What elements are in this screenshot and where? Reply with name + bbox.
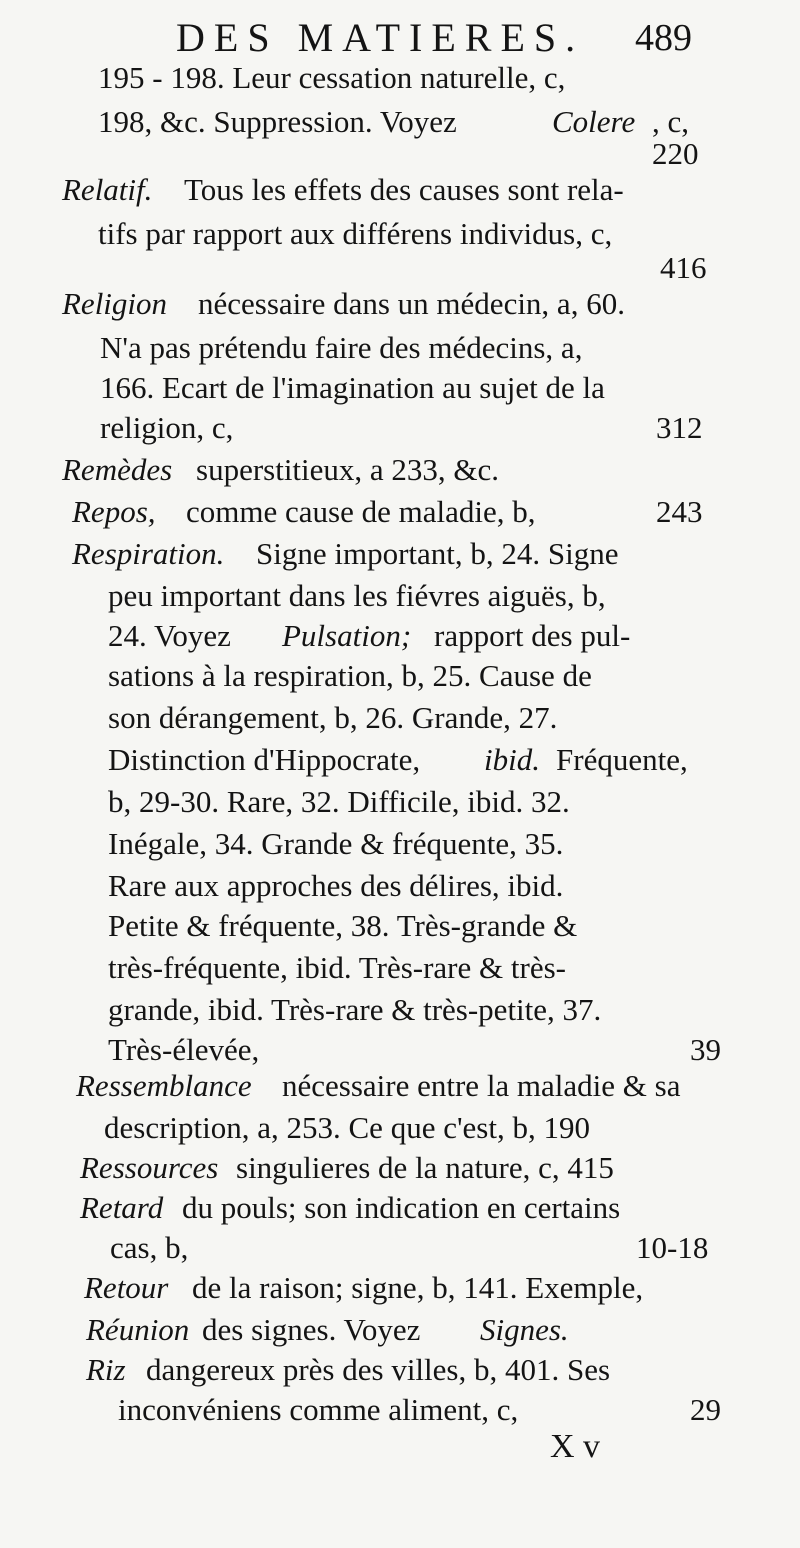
page-number: 489 bbox=[635, 17, 692, 59]
index-line: peu important dans les fiévres aiguës, b, bbox=[108, 578, 606, 613]
index-entry-respiration: Respiration. Signe important, b, 24. Signe bbox=[72, 536, 619, 571]
index-entry-religion: Religion nécessaire dans un médecin, a, 60. bbox=[62, 286, 625, 321]
index-entry-ressources: Ressources singulieres de la nature, c, 415 bbox=[80, 1150, 614, 1185]
index-line: Petite & fréquente, 38. Très-grande & bbox=[108, 908, 578, 943]
index-entry-reunion: Réunion des signes. Voyez Signes. bbox=[86, 1312, 569, 1347]
index-line: description, a, 253. Ce que c'est, b, 190 bbox=[104, 1110, 590, 1145]
index-entry-retard: Retard du pouls; son indication en certains bbox=[80, 1190, 621, 1225]
index-entry-repos: Repos, comme cause de maladie, b, 243 bbox=[72, 494, 703, 529]
index-line: 195 - 198. Leur cessation naturelle, c, bbox=[98, 60, 566, 95]
index-line: Distinction d'Hippocrate, ibid. Fréquente, bbox=[108, 742, 688, 777]
index-line: très-fréquente, ibid. Très-rare & très- bbox=[108, 950, 566, 985]
index-line: 416 bbox=[660, 250, 707, 285]
index-line: religion, c, 312 bbox=[100, 410, 703, 445]
index-line: inconvéniens comme aliment, c, 29 bbox=[118, 1392, 721, 1427]
index-line: Rare aux approches des délires, ibid. bbox=[108, 868, 564, 903]
index-entry-retour: Retour de la raison; signe, b, 141. Exemple, bbox=[84, 1270, 644, 1305]
index-line: b, 29-30. Rare, 32. Difficile, ibid. 32. bbox=[108, 784, 570, 819]
index-line: 24. Voyez Pulsation; rapport des pul- bbox=[108, 618, 631, 653]
index-line: sations à la respiration, b, 25. Cause de bbox=[108, 658, 592, 693]
index-line: cas, b, 10-18 bbox=[110, 1230, 709, 1265]
index-line: son dérangement, b, 26. Grande, 27. bbox=[108, 700, 558, 735]
index-line: Inégale, 34. Grande & fréquente, 35. bbox=[108, 826, 564, 861]
index-line: 220 bbox=[652, 136, 699, 171]
index-entry-ressemblance: Ressemblance nécessaire entre la maladie & sa bbox=[76, 1068, 681, 1103]
index-entry-relatif: Relatif. Tous les effets des causes sont rela- bbox=[62, 172, 624, 207]
index-line: N'a pas prétendu faire des médecins, a, bbox=[100, 330, 583, 365]
signature-mark: X v bbox=[550, 1428, 601, 1465]
index-line: Très-élevée, 39 bbox=[108, 1032, 721, 1067]
index-line: grande, ibid. Très-rare & très-petite, 37. bbox=[108, 992, 602, 1027]
index-line: 198, &c. Suppression. Voyez Colere , c, bbox=[98, 104, 690, 139]
index-line: tifs par rapport aux différens individus, c, bbox=[98, 216, 613, 251]
index-entry-riz: Riz dangereux près des villes, b, 401. Ses bbox=[86, 1352, 611, 1387]
index-entry-remedes: Remèdes superstitieux, a 233, &c. bbox=[62, 452, 500, 487]
running-title: DES MATIERES. bbox=[176, 15, 585, 60]
index-line: 166. Ecart de l'imagination au sujet de la bbox=[100, 370, 605, 405]
